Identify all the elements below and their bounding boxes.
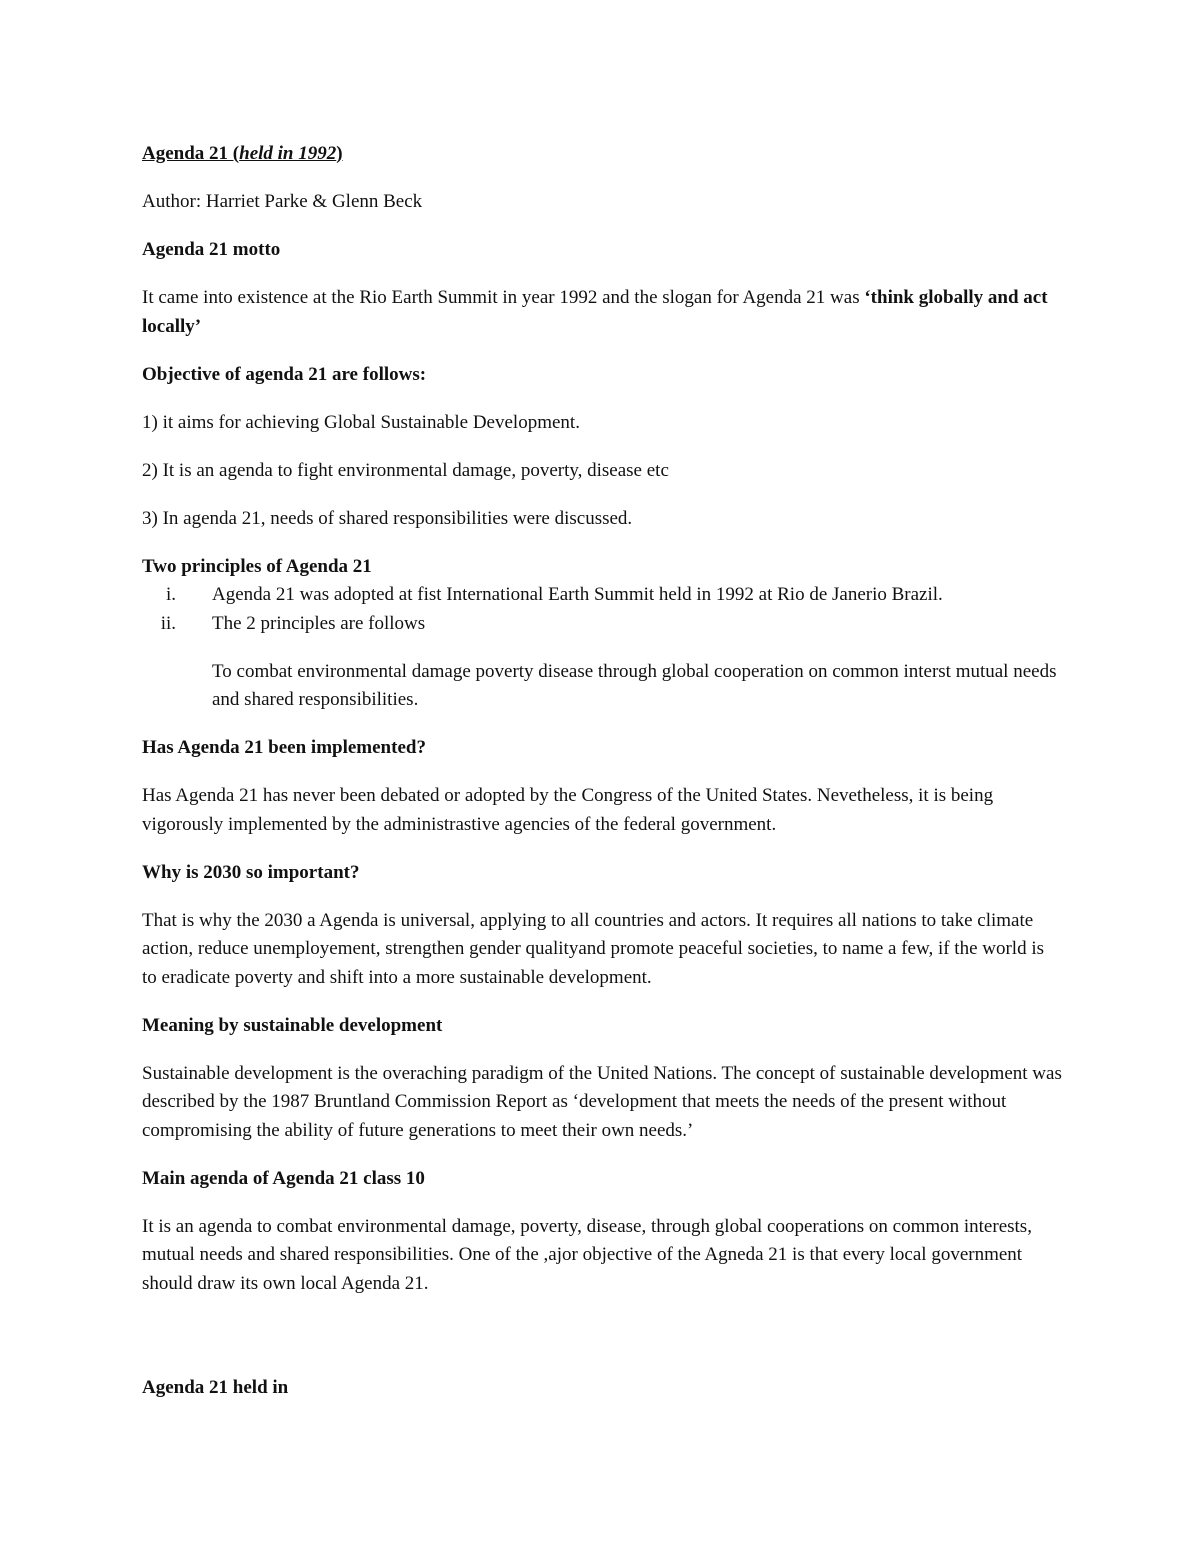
list-item-text: The 2 principles are follows xyxy=(212,612,426,634)
list-item xyxy=(142,581,1062,610)
held-in-heading: Agenda 21 held in xyxy=(142,1377,289,1398)
list-item xyxy=(142,610,1062,639)
implemented-heading: Has Agenda 21 been implemented? xyxy=(142,737,426,758)
title-italic: held in 1992 xyxy=(239,143,337,164)
principles-list xyxy=(142,581,1062,638)
list-marker: ii. xyxy=(160,612,176,634)
document-title: Agenda 21 (held in 1992) xyxy=(142,143,343,164)
why2030-paragraph: That is why the 2030 a Agenda is universal, applying to all countries and actors. It requires all nations to take climate action, reduce unemployement, strengthen gender qualityand promote peaceful societies, to name a few, if the world is to eradicate poverty and shift into a more sustainable development. xyxy=(142,909,1045,988)
principles-detail: To combat environmental damage poverty disease through global cooperation on common interst mutual needs and shared responsibilities. xyxy=(212,660,1057,710)
list-item-text: Agenda 21 was adopted at fist International Earth Summit held in 1992 at Rio de Janerio Brazil. xyxy=(212,584,943,605)
motto-heading: Agenda 21 motto xyxy=(142,239,281,260)
main-agenda-heading: Main agenda of Agenda 21 class 10 xyxy=(142,1167,425,1189)
principles-heading: Two principles of Agenda 21 xyxy=(142,555,372,577)
list-marker: i. xyxy=(165,584,176,605)
objective-item-1: 1) it aims for achieving Global Sustainable Development. xyxy=(142,411,580,433)
document-page xyxy=(142,140,1062,1403)
main-agenda-paragraph: It is an agenda to combat environmental damage, poverty, disease, through global cooperations on common interests, mutual needs and shared responsibilities. One of the ,ajor objective of the Agneda 21 is that every local government should draw its own local Agenda 21. xyxy=(142,1215,1032,1294)
meaning-heading: Meaning by sustainable development xyxy=(142,1014,443,1036)
objective-item-2: 2) It is an agenda to fight environmental damage, poverty, disease etc xyxy=(142,459,669,481)
motto-slogan: ‘think globally and act locally’ xyxy=(142,287,1048,337)
objective-heading: Objective of agenda 21 are follows: xyxy=(142,363,427,385)
why2030-heading: Why is 2030 so important? xyxy=(142,861,360,883)
implemented-paragraph: Has Agenda 21 has never been debated or adopted by the Congress of the United States. Nevetheless, it is being vigorously implemented by the administrastive agencies of the federal government. xyxy=(142,785,994,835)
author-line: Author: Harriet Parke & Glenn Beck xyxy=(142,191,423,212)
meaning-paragraph: Sustainable development is the overaching paradigm of the United Nations. The concept of sustainable development was described by the 1987 Bruntland Commission Report as ‘development that meets the needs of the present without compromising the ability of future generations to meet their own needs.’ xyxy=(142,1062,1062,1141)
objective-item-3: 3) In agenda 21, needs of shared responsibilities were discussed. xyxy=(142,507,633,529)
motto-paragraph: It came into existence at the Rio Earth Summit in year 1992 and the slogan for Agenda 21 was ‘think globally and act locally’ xyxy=(142,287,1048,337)
